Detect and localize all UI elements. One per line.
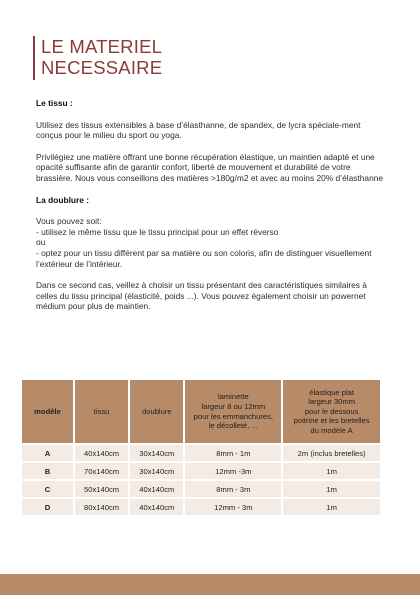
cell-tissu: 50x140cm — [75, 481, 128, 497]
title-line-1: LE MATERIEL — [41, 36, 163, 57]
cell-doublure: 30x140cm — [130, 445, 183, 461]
cell-laminette: 12mm - 3m — [185, 499, 281, 515]
cell-elastique: 1m — [283, 481, 380, 497]
header-modele: modèle — [22, 380, 73, 443]
cell-doublure: 40x140cm — [130, 481, 183, 497]
cell-modele: D — [22, 499, 73, 515]
cell-elastique: 1m — [283, 499, 380, 515]
materials-table — [20, 378, 382, 517]
cell-elastique: 2m (inclus bretelles) — [283, 445, 380, 461]
doublure-intro: Vous pouvez soit: — [36, 216, 102, 227]
table-row — [22, 481, 380, 497]
header-tissu: tissu — [75, 380, 128, 443]
table-row — [22, 445, 380, 461]
cell-modele: C — [22, 481, 73, 497]
cell-doublure: 40x140cm — [130, 499, 183, 515]
cell-laminette: 8mm - 1m — [185, 445, 281, 461]
doublure-paragraph-last: Dans ce second cas, veillez à choisir un tissu présentant des caractéristiques similaires à celles du tissu principal (élasticité, poids ...). Vous pouvez également choisir un powernet médium pour plus de maintien. — [36, 280, 367, 312]
table-row — [22, 463, 380, 479]
doublure-option-2: - optez pour un tissu différent par sa matière ou son coloris, afin de distinguer visuellement l’extérieur de l’intérieur. — [36, 247, 372, 269]
header-doublure: doublure — [130, 380, 183, 443]
cell-laminette: 12mm -3m — [185, 463, 281, 479]
doublure-option-1: - utilisez le même tissu que le tissu principal pour un effet réverso — [36, 226, 279, 237]
cell-tissu: 70x140cm — [75, 463, 128, 479]
header-elastique: élastique plat largeur 30mm pour le dessous poitrine et les bretelles du modèle A — [283, 380, 380, 443]
cell-tissu: 40x140cm — [75, 445, 128, 461]
title-line-2: NECESSAIRE — [41, 57, 163, 78]
cell-elastique: 1m — [283, 463, 380, 479]
tissu-paragraph-1: Utilisez des tissus extensibles à base d’élasthanne, de spandex, de lycra spéciale-ment conçus pour le milieu du sport ou yoga. — [36, 119, 361, 141]
page-title — [33, 36, 241, 80]
cell-tissu: 80x140cm — [75, 499, 128, 515]
body-text — [36, 98, 384, 312]
table-header-row — [22, 380, 380, 443]
footer-bar — [0, 574, 420, 595]
doublure-or: ou — [36, 237, 46, 248]
tissu-paragraph-2: Privilégiez une matière offrant une bonne récupération élastique, un maintien adapté et une opacité suffisante afin de garantir confort, liberté de mouvement et durabilité de votre brassière. Nous vous conseillons des matières >180g/m2 et avec au moins 20% d’élasthanne — [36, 151, 384, 183]
header-laminette: laminette largeur 8 ou 12mm pour les emmanchures, le décolleté, ... — [185, 380, 281, 443]
cell-laminette: 8mm - 3m — [185, 481, 281, 497]
doublure-heading: La doublure : — [36, 194, 90, 205]
cell-modele: B — [22, 463, 73, 479]
tissu-heading: Le tissu : — [36, 98, 73, 108]
cell-modele: A — [22, 445, 73, 461]
cell-doublure: 30x140cm — [130, 463, 183, 479]
table-row — [22, 499, 380, 515]
